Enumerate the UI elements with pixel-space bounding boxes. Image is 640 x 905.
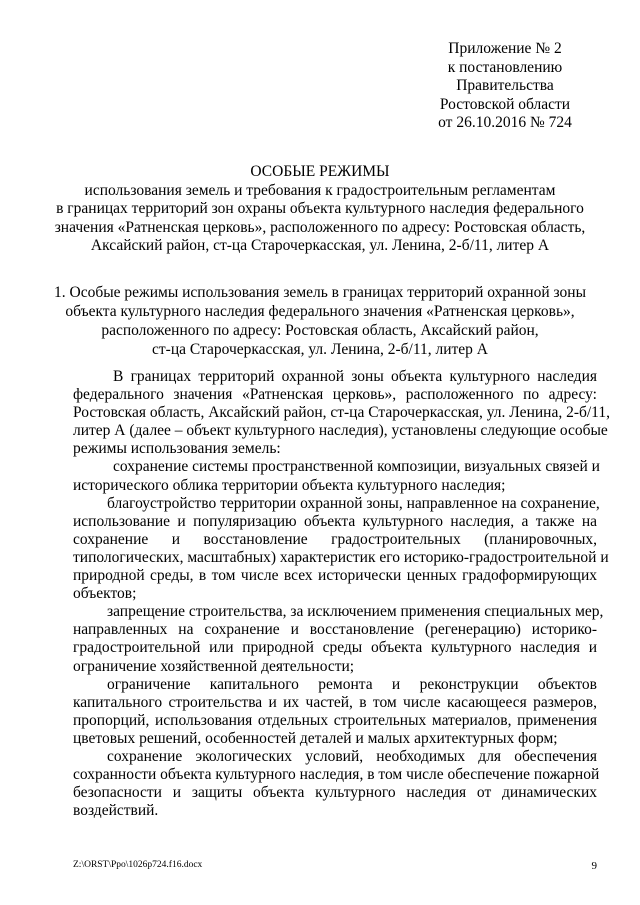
text-line: литер А (далее – объект культурного наследия), установлены следующие особые (73, 422, 608, 440)
text-line: федерального значения «Ратненская церковь», расположенного по адресу: (73, 386, 597, 404)
document-title (40, 163, 600, 256)
document-body (73, 368, 610, 820)
paragraph (73, 603, 604, 675)
section-line: ст-ца Старочеркасская, ул. Ленина, 2-б/11, литер А (152, 341, 488, 358)
file-path: Z:\ORST\Ppo\1026p724.f16.docx (73, 860, 203, 870)
text-line: природной среды, в том числе всех исторически ценных градоформирующих (73, 567, 597, 585)
appendix-line: Приложение № 2 (448, 40, 562, 57)
text-line: цветовых решений, особенностей деталей и малых архитектурных форм; (73, 729, 558, 747)
text-line: безопасности и защиты объекта культурного наследия от динамических (73, 784, 597, 802)
text-line: типологических, масштабных) характеристик его историко-градостроительной и (73, 548, 609, 566)
title-heading: ОСОБЫЕ РЕЖИМЫ (250, 163, 390, 180)
section-line: 1. Особые режимы использования земель в границах территорий охранной зоны (54, 284, 586, 301)
appendix-line: к постановлению (447, 58, 563, 76)
page-number: 9 (591, 860, 597, 872)
title-line: Аксайский район, ст-ца Старочеркасская, ул. Ленина, 2-б/11, литер А (90, 237, 550, 254)
appendix-line: Правительства (456, 77, 554, 94)
text-line: благоустройство территории охранной зоны, направленное на сохранение, (107, 494, 600, 512)
text-line: Ростовская область, Аксайский район, ст-ца Старочеркасская, ул. Ленина, 2-б/11, (73, 404, 610, 422)
text-line: капитального строительства и их частей, в том числе касающееся размеров, (73, 693, 597, 711)
paragraph (73, 458, 600, 494)
text-line: ограничение хозяйственной деятельности; (73, 657, 355, 675)
title-line: в границах территорий зон охраны объекта культурного наследия федерального (56, 200, 584, 217)
text-line: сохранности объекта культурного наследия, в том числе обеспечение пожарной (73, 766, 600, 784)
text-line: сохранение системы пространственной композиции, визуальных связей и (113, 458, 600, 476)
appendix-line: от 26.10.2016 № 724 (438, 114, 572, 131)
title-line: использования земель и требования к градостроительным регламентам (84, 181, 556, 199)
appendix-block (400, 40, 610, 133)
text-line: запрещение строительства, за исключением применения специальных мер, (107, 603, 604, 621)
text-line: пропорций, использования отдельных строительных материалов, применения (73, 711, 597, 729)
section-line: объекта культурного наследия федерального значения «Ратненская церковь», (65, 303, 575, 320)
text-line: режимы использования земель: (73, 440, 281, 458)
paragraph (73, 747, 600, 820)
text-line: исторического облика территории объекта культурного наследия; (73, 476, 506, 494)
text-line: направленных на сохранение и восстановление (регенерацию) историко- (73, 621, 597, 639)
paragraph (73, 676, 597, 748)
text-line: градостроительной или природной среды объекта культурного наследия и (73, 639, 597, 657)
section-heading (40, 283, 600, 359)
text-line: сохранение и восстановление градостроительных (планировочных, (73, 530, 597, 548)
paragraph (73, 494, 609, 604)
text-line: ограничение капитального ремонта и реконструкции объектов (107, 675, 597, 693)
text-line: В границах территорий охранной зоны объекта культурного наследия (113, 368, 597, 385)
text-line: воздействий. (73, 802, 159, 820)
title-line: значения «Ратненская церковь», расположенного по адресу: Ростовская область, (54, 218, 586, 236)
text-line: объектов; (73, 585, 137, 603)
text-line: сохранение экологических условий, необходимых для обеспечения (107, 747, 597, 765)
appendix-line: Ростовской области (439, 95, 571, 113)
text-line: использование и популяризацию объекта культурного наследия, а также на (73, 512, 597, 530)
paragraph (73, 368, 610, 458)
section-line: расположенного по адресу: Ростовская область, Аксайский район, (101, 322, 539, 339)
